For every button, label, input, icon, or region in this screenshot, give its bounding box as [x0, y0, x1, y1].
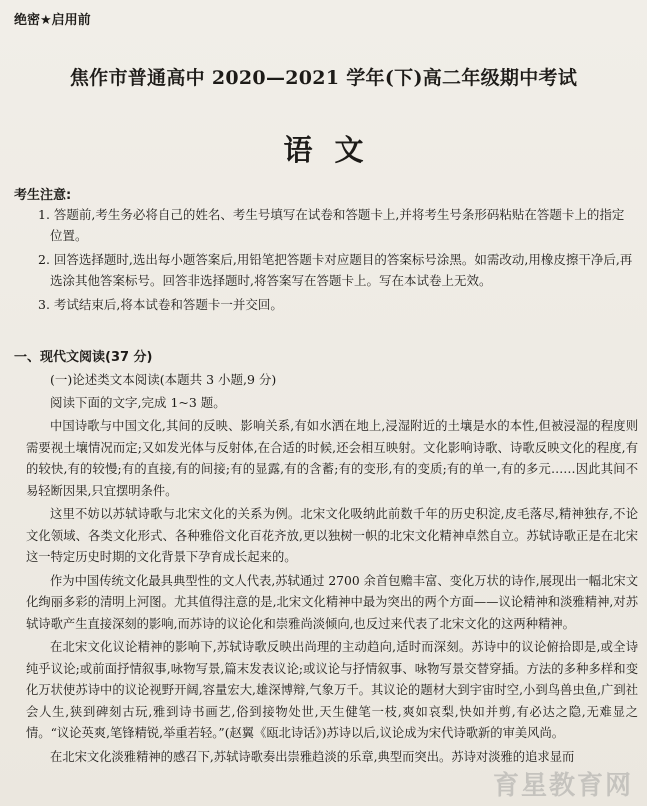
subject-title: 语文 [283, 133, 386, 167]
subsection-heading: (一)论述类文本阅读(本题共 3 小题,9 分) [50, 372, 277, 387]
secret-label: 绝密★启用前 [14, 13, 91, 28]
passage-paragraph: 作为中国传统文化最具典型性的文人代表,苏轼通过 2700 余首包赡丰富、变化万状的诗作,展现出一幅北宋文化绚丽多彩的清明上河图。尤其值得注意的是,北宋文化精神中最为突出的两个方面——议论精神和淡雅精神,对苏轼诗歌产生直接深刻的影响,而苏诗的议论化和崇雅尚淡倾向,也反过来代表了北宋文化的这两种精神。 [26, 573, 638, 631]
reading-passage [26, 416, 638, 770]
notice-heading: 考生注意: [14, 188, 72, 203]
passage-paragraph: 这里不妨以苏轼诗歌与北宋文化的关系为例。北宋文化吸纳此前数千年的历史积淀,皮毛落尽,精神独存,不论文化领域、各类文化形式、各种雅俗文化百花齐放,更以独树一帜的北宋文化精神卓然自立。苏轼诗歌正是在北宋这一特定历史时期的文化背景下孕育成长起来的。 [26, 507, 638, 564]
passage-paragraph: 在北宋文化议论精神的影响下,苏轼诗歌反映出尚理的主动趋向,适时而深刻。苏诗中的议论俯拾即是,或全诗纯乎议论;或前面抒情叙事,咏物写景,篇末发表议论;或议论与抒情叙事、咏物写景交替穿插。方法的多种多样和变化万状使苏诗中的议论视野开阔,容量宏大,雄深博辩,气象万千。其议论的题材大到宇宙时空,小到鸟兽虫鱼,广到社会人生,狭到碑刻古玩,雅到诗书画艺,俗到接物处世,天生健笔一枝,爽如哀梨,快如并剪,有必达之隐,无难显之情。“议论英爽,笔锋精锐,举重若轻。”(赵翼《瓯北诗话》)苏诗以后,议论成为宋代诗歌新的审美风尚。 [26, 640, 638, 740]
section-heading: 一、现代文阅读(37 分) [14, 350, 153, 365]
notice-item: 1. 答题前,考生务必将自己的姓名、考生号填写在试卷和答题卡上,并将考生号条形码粘贴在答题卡上的指定位置。 [38, 207, 625, 243]
exam-title: 焦作市普通高中 2020—2021 学年(下)高二年级期中考试 [69, 67, 578, 89]
notice-item: 3. 考试结束后,将本试卷和答题卡一并交回。 [38, 297, 283, 312]
passage-paragraph: 在北宋文化淡雅精神的感召下,苏轼诗歌奏出崇雅趋淡的乐章,典型而突出。苏诗对淡雅的追求显而 [50, 749, 575, 764]
reading-instruction: 阅读下面的文字,完成 1~3 题。 [50, 395, 226, 410]
watermark-logo: 育星教育网 [492, 771, 633, 801]
notice-list [38, 204, 636, 318]
notice-item: 2. 回答选择题时,选出每小题答案后,用铅笔把答题卡对应题目的答案标号涂黑。如需改动,用橡皮擦干净后,再选涂其他答案标号。回答非选择题时,将答案写在答题卡上。写在本试卷上无效。 [38, 252, 633, 288]
passage-paragraph: 中国诗歌与中国文化,其间的反映、影响关系,有如水洒在地上,浸湿附近的土壤是水的本性,但被浸湿的程度则需要视土壤情况而定;又如发光体与反射体,在合适的时候,还会相互映射。文化影响诗歌、诗歌反映文化的程度,有的较快,有的较慢;有的直接,有的间接;有的显露,有的含蓄;有的变形,有的变质;有的单一,有的多元……因此其间不易轻断因果,只宜摆明条件。 [26, 419, 638, 498]
